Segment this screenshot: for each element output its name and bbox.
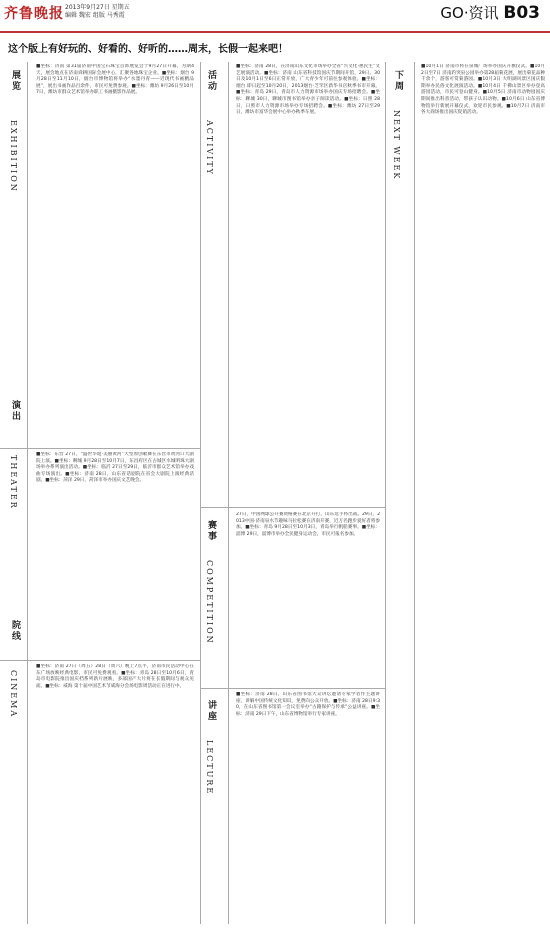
cinema-listings: ■坐标：济南 27日（周五）28日（周六）晚上7点半，济南市民活动中心在东广场放映经典电影，市民可免费观看。■坐标：青岛 28日至10月6日，青岛市电影院推出国庆档系列新片展映，多部国产大片将在长假期间与观众见面。■坐标：威海 第十届中国艺术节威海分会场电影周活动正在进行中。 (36, 664, 194, 689)
divider (200, 507, 385, 508)
activity-listings: ■坐标：济南 28日，在济南山东文化市场举办全省“兴文化·惠民生”文艺展演活动。■坐标：济南 山东省科技馆国庆节期间开馆，29日、30日及10月1日至6日正常开放，广大青少年可前往参观体验。■坐标：烟台 即日起至10月20日，2013烟台·芝罘区新华书店秋季书市开幕。■坐标：青岛 29日，青岛市人力资源市场举办国庆专场招聘会。■坐标：聊城 30日，聊城市图书馆举办亲子阅读活动。■坐标：日照 28日，日照市人力资源市场举办专场招聘会。■坐标：潍坊 27日至29日，潍坊市富华会展中心举办秋季车展。 (236, 64, 380, 116)
date-line: 2013年9月27日 星期五 (65, 4, 130, 11)
section-label-theater: 演出 (10, 400, 20, 422)
theater-listings: ■坐标：东营 27日，“盛世华诞·美丽黄河”大型原创歌舞在东营市黄河口大剧院上演。■坐标：聊城 9月28日至10月7日，东昌府区在古城区水城明珠大剧场举办系列演出活动。■坐标：临沂 27日至29日，临沂市群众艺术馆举办戏曲专场演出。■坐标：济南 28日，山东省话剧院在省会大剧院上演经典话剧。■坐标：菏泽 29日，菏泽市举办国庆文艺晚会。 (36, 452, 194, 484)
editor-line: 编辑 魏宏 组版 马秀霞 (65, 12, 125, 19)
exhibition-listings: ■坐标：济南 第31届济南中国宝石珠宝首饰展览会于9月27日开幕，为期4天，展会地点在济南舜耕国际会展中心，汇聚各地珠宝企业。■坐标：烟台 9月28日至11月10日，烟台市博物馆将举办“水墨丹青——近现代书画精品展”，展出书画作品百余件，市民可免费参观。■坐标：潍坊 9月26日至10月7日，潍坊市群众艺术馆举办职工书画摄影作品展。 (36, 64, 194, 96)
section-label-cinema-en: CINEMA (9, 670, 18, 719)
section-label-nextweek: 下周 (393, 70, 403, 92)
divider (228, 62, 229, 924)
section-label-exhibition-en: EXHIBITION (9, 120, 18, 193)
nextweek-listings: ■10月1日 济南市将在泉城广场举办国庆升旗仪式。■10月2日至7日 济南趵突泉公园举办第28届菊花展，展出菊花品种千余个，游客可赏菊游园。■10月3日 大明湖风景区国庆假期举办民俗文化展演活动。■10月4日 千佛山景区举办登高游园活动，市民可登山健身。■10月5日 济南市动物园国庆期间推出科普活动，带孩子认识动物。■10月6日 山东省博物馆举行新展开幕仪式，欢迎市民参观。■10月7日 济南市各大商场推出国庆促销活动。 (421, 64, 545, 116)
divider (0, 660, 200, 661)
section-label-competition-en: COMPETITION (205, 560, 214, 645)
page-number: B03 (503, 3, 540, 23)
section-label-theater-en: THEATER (9, 455, 18, 510)
divider (385, 62, 386, 924)
divider (200, 62, 201, 924)
section-label-nextweek-en: NEXT WEEK (392, 110, 401, 181)
section-label-lecture: 讲座 (206, 700, 216, 722)
page-headline: 这个版上有好玩的、好看的、好听的……周末，长假一起来吧！ (8, 44, 288, 55)
section-page (440, 2, 540, 23)
newspaper-logo: 齐鲁晚报 (4, 6, 64, 22)
section-label-lecture-en: LECTURE (205, 740, 214, 796)
divider (0, 448, 200, 449)
section-label-competition: 赛事 (206, 520, 216, 542)
lecture-listings: ■坐标：济南 28日，山东省图书馆大众讲坛邀请专家学者作主题讲座，讲解中国传统文化知识，免费向公众开放。■坐标：济南 28日9:30，在山东省图书馆第一会议室举办“古籍保护与传承”公益讲座。■坐标：济南 29日下午，山东省博物馆举行专家讲座。 (236, 692, 380, 717)
section-label-exhibition: 展览 (10, 70, 20, 92)
section-label-activity-en: ACTIVITY (205, 120, 214, 176)
competition-listings: 27日，中国网球公开赛资格赛在北京开打，山东选手将出战。29日，2013中国·济南泉水节趣味马拉松赛在济南开赛，近万名跑步爱好者将参加。■坐标：青岛 9月28日至10月3日，青岛举行帆船赛事。■坐标：淄博 29日，淄博市举办全民健身运动会，市民可报名参加。 (236, 512, 380, 537)
header-info (65, 4, 130, 20)
divider (414, 62, 415, 924)
divider (27, 62, 28, 924)
page-header (0, 0, 550, 34)
header-rule (0, 31, 550, 33)
section-label-cinema: 院线 (10, 620, 20, 642)
divider (200, 688, 385, 689)
section-label-activity: 活动 (206, 70, 216, 92)
section-name: GO·资讯 (440, 4, 499, 22)
